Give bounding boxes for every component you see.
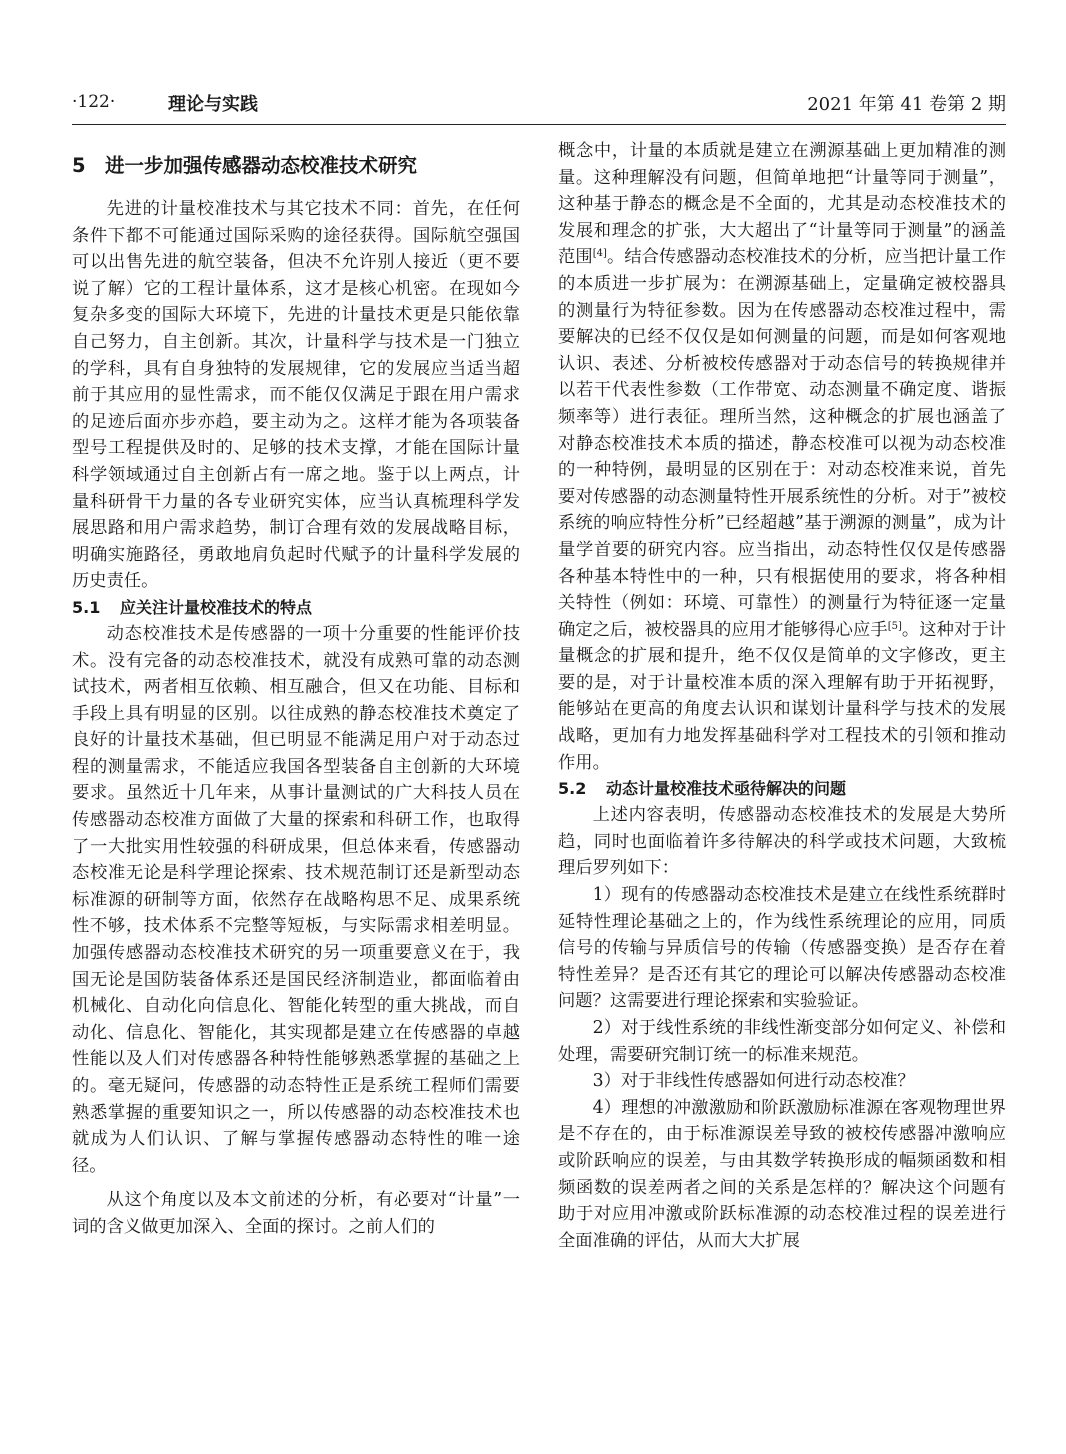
paragraph-text: 概念中，计量的本质就是建立在溯源基础上更加精准的测量。这种理解没有问题，但简单地把“计量等同于测量”，这种基于静态的概念是不全面的，尤其是动态校准技术的发展和理念的扩张，大大超出了“计量等同于测量”的涵盖范围 xyxy=(558,141,1006,268)
section-title: 进一步加强传感器动态校准技术研究 xyxy=(105,154,418,177)
subsection-title: 动态计量校准技术亟待解决的问题 xyxy=(606,779,847,799)
paragraph-text: 。这种对于计量概念的扩展和提升，绝不仅仅是简单的文字修改，更主要的是，对于计量校准本质的深入理解有助于开拓视野，能够站在更高的角度去认识和谋划计量科学与技术的发展战略，更加有力地发挥基础科学对工程技术的引领和推动作用。 xyxy=(558,619,1006,773)
subsection-5-1-paragraph-1: 动态校准技术是传感器的一项十分重要的性能评价技术。没有完备的动态校准技术，就没有成熟可靠的动态测试技术，两者相互依赖、相互融合，但又在功能、目标和手段上具有明显的区别。以往成熟的静态校准技术奠定了良好的计量技术基础，但已明显不能满足用户对于动态过程的测量需求，不能适应我国各型装备自主创新的大环境要求。虽然近十几年来，从事计量测试的广大科技人员在传感器动态校准方面做了大量的探索和科研工作，也取得了一大批实用性较强的科研成果，但总体来看，传感器动态校准无论是科学理论探索、技术规范制订还是新型动态标准源的研制等方面，依然存在战略构思不足、成果系统性不够，技术体系不完整等短板，与实际需求相差明显。加强传感器动态校准技术研究的另一项重要意义在于，我国无论是国防装备体系还是国民经济制造业，都面临着由机械化、自动化向信息化、智能化转型的重大挑战，而自动化、信息化、智能化，其实现都是建立在传感器的卓越性能以及人们对传感器各种特性能够熟悉掌握的基础之上的。毫无疑问，传感器的动态特性正是系统工程师们需要熟悉掌握的重要知识之一，所以传感器的动态校准技术也就成为人们认识、了解与掌握传感器动态特性的唯一途径。 xyxy=(72,623,520,1176)
page-number: ·122· xyxy=(72,92,116,112)
journal-section-name: 理论与实践 xyxy=(168,94,258,115)
issue-info: 2021 年第 41 卷第 2 期 xyxy=(807,94,1006,115)
list-item-2: 2）对于线性系统的非线性渐变部分如何定义、补偿和处理，需要研究制订统一的标准来规范。 xyxy=(558,1018,1006,1065)
subsection-5-2-intro: 上述内容表明，传感器动态校准技术的发展是大势所趋，同时也面临着许多待解决的科学或技术问题，大致梳理后罗列如下： xyxy=(558,805,1006,879)
left-column xyxy=(72,138,520,1241)
subsection-number: 5.1 xyxy=(72,597,101,617)
subsection-number: 5.2 xyxy=(558,779,587,799)
page-header xyxy=(72,90,1006,118)
citation-4: [4] xyxy=(592,248,607,260)
paragraph-text: 从这个角度以及本文前述的分析，有必要对“计量”一词的含义做更加深入、全面的探讨。之前人们的 xyxy=(72,1190,520,1237)
subsection-5-1-paragraph-2-continued xyxy=(558,138,1006,776)
subsection-5-1-paragraph-2 xyxy=(72,1187,520,1240)
section-5-intro-paragraph: 先进的计量校准技术与其它技术不同：首先，在任何条件下都不可能通过国际采购的途径获得。国际航空强国可以出售先进的航空装备，但决不允许别人接近（更不要说了解）它的工程计量体系，这才是核心机密。在现如今复杂多变的国际大环境下，先进的计量技术更是只能依靠自己努力，自主创新。其次，计量科学与技术是一门独立的学科，具有自身独特的发展规律，它的发展应当适当超前于其应用的显性需求，而不能仅仅满足于跟在用户需求的足迹后面亦步亦趋，要主动为之。这样才能为各项装备型号工程提供及时的、足够的技术支撑，才能在国际计量科学领域通过自主创新占有一席之地。鉴于以上两点，计量科研骨干力量的各专业研究实体，应当认真梳理科学发展思路和用户需求趋势，制订合理有效的发展战略目标，明确实施路径，勇敢地肩负起时代赋予的计量科学发展的历史责任。 xyxy=(72,199,520,592)
subsection-5-1-heading xyxy=(72,595,520,621)
section-number: 5 xyxy=(72,154,86,177)
section-5-heading xyxy=(72,148,520,184)
list-item-4: 4）理想的冲激激励和阶跃激励标准源在客观物理世界是不存在的，由于标准源误差导致的被校传感器冲激响应或阶跃响应的误差，与由其数学转换形成的幅频函数和相频函数的误差两者之间的关系是怎样的？解决这个问题有助于对应用冲激或阶跃标准源的动态校准过程的误差进行全面准确的评估，从而大大扩展 xyxy=(558,1097,1006,1251)
paragraph-text: 。结合传感器动态校准技术的分析，应当把计量工作的本质进一步扩展为：在溯源基础上，定量确定被校器具的测量行为特征参数。因为在传感器动态校准过程中，需要解决的已经不仅仅是如何测量的问题，而是如何客观地认识、表述、分析被校传感器对于动态信号的转换规律并以若干代表性参数（工作带宽、动态测量不确定度、谐振频率等）进行表征。理所当然，这种概念的扩展也涵盖了对静态校准技术本质的描述，静态校准可以视为动态校准的一种特例，最明显的区别在于：对动态校准来说，首先要对传感器的动态测量特性开展系统性的分析。对于”被校系统的响应特性分析”已经超越”基于溯源的测量”，成为计量学首要的研究内容。应当指出，动态特性仅仅是传感器各种基本特性中的一种，只有根据使用的要求，将各种相关特性（例如：环境、可靠性）的测量行为特征逐一定量确定之后，被校器具的应用才能够得心应手 xyxy=(558,247,1006,640)
list-item-1: 1）现有的传感器动态校准技术是建立在线性系统群时延特性理论基础之上的，作为线性系统理论的应用，同质信号的传输与异质信号的传输（传感器变换）是否存在着特性差异？是否还有其它的理论可以解决传感器动态校准问题？这需要进行理论探索和实验验证。 xyxy=(558,885,1006,1012)
list-item-3: 3）对于非线性传感器如何进行动态校准？ xyxy=(592,1071,915,1092)
header-rule xyxy=(72,124,1006,125)
citation-5: [5] xyxy=(887,620,902,632)
right-column xyxy=(558,138,1006,1254)
subsection-title: 应关注计量校准技术的特点 xyxy=(120,597,313,617)
subsection-5-2-heading xyxy=(558,776,1006,802)
